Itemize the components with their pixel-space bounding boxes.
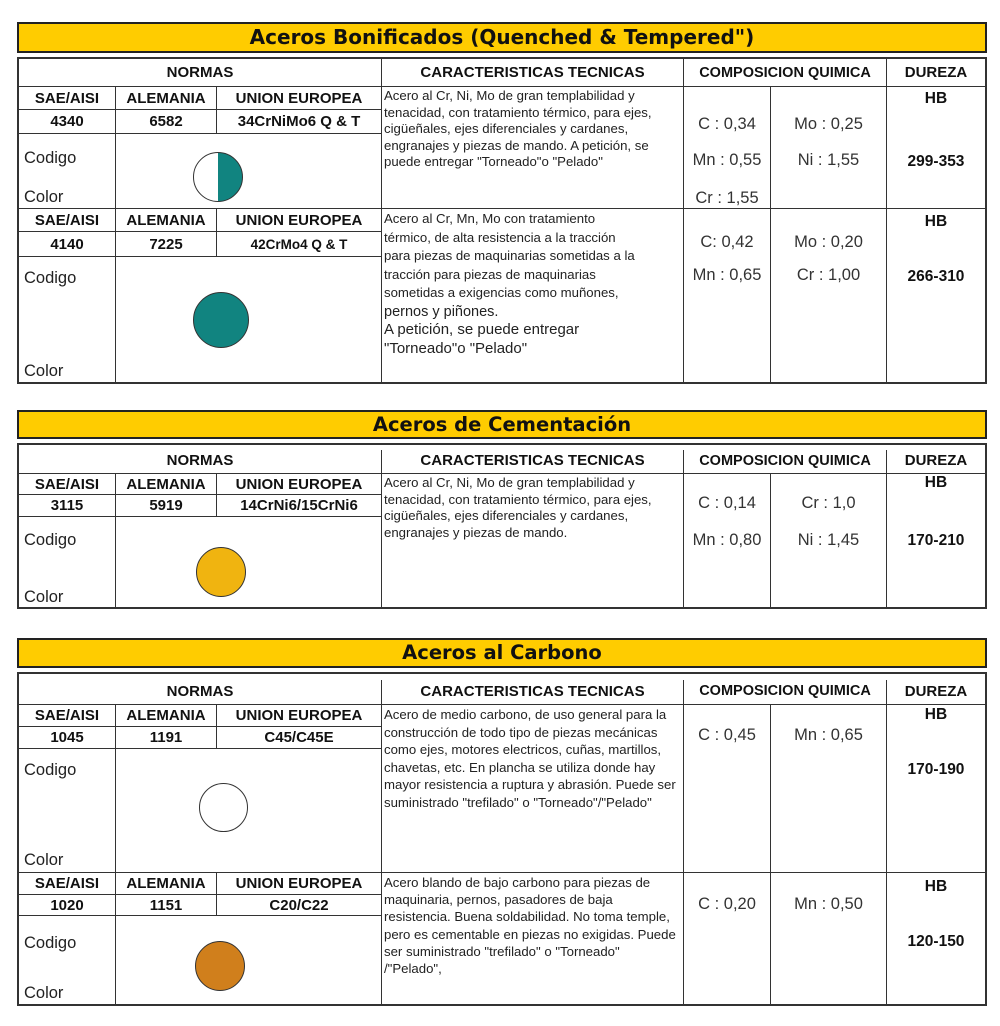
value-alemania: 1191 [116, 727, 217, 749]
hardness-cell [887, 87, 985, 209]
hardness-value: 170-210 [907, 532, 965, 549]
value-sae: 4140 [19, 232, 116, 257]
composition-col1 [684, 87, 771, 209]
section-title: Aceros de Cementación [17, 410, 987, 439]
color-swatch-white [199, 783, 248, 832]
description-line: sometidas a exigencias como muñones, [384, 285, 619, 300]
chem-value: C : 0,45 [698, 726, 756, 744]
color-label: Color [24, 588, 64, 606]
color-swatch-half-teal [193, 152, 243, 202]
label-sae: SAE/AISI [19, 873, 116, 895]
description-line: "Torneado"o "Pelado" [384, 339, 528, 357]
value-union: 14CrNi6/15CrNi6 [217, 495, 382, 517]
description: Acero al Cr, Ni, Mo de gran templabilidad y tenacidad, con tratamiento térmico, para ejes, cigüeñales, ejes diferenciales y cardanes, engranajes y piezas de mando. A petición, se puede entregar "Torneado"o "Pelado" [382, 87, 684, 209]
color-swatch-cell [116, 749, 382, 873]
description-line: térmico, de alta resistencia a la tracción [384, 229, 616, 245]
description: Acero al Cr, Ni, Mo de gran templabilidad y tenacidad, con tratamiento térmico, para ejes, cigüeñales, ejes diferenciales y cardanes, engranajes y piezas de mando. [382, 474, 684, 609]
label-alemania: ALEMANIA [116, 873, 217, 895]
header-dureza: DUREZA [887, 59, 985, 87]
color-swatch-orange [195, 941, 245, 991]
section-cementacion [17, 410, 987, 609]
steel-table [17, 57, 987, 384]
label-sae: SAE/AISI [19, 87, 116, 110]
label-union: UNION EUROPEA [217, 209, 382, 232]
composition-col2 [771, 209, 887, 384]
label-sae: SAE/AISI [19, 474, 116, 495]
codigo-label: Codigo [24, 269, 77, 287]
composition-col2 [771, 87, 887, 209]
color-swatch-teal [193, 292, 249, 348]
chem-value: C: 0,42 [700, 233, 754, 251]
section-title: Aceros al Carbono [17, 638, 987, 668]
code-label-cell [19, 257, 116, 384]
composition-col1 [684, 474, 771, 609]
label-union: UNION EUROPEA [217, 87, 382, 110]
chem-value: Mn : 0,55 [692, 151, 762, 169]
header-normas: NORMAS [19, 59, 382, 87]
header-dureza: DUREZA [887, 450, 985, 474]
color-swatch-cell [116, 257, 382, 384]
composition-col1 [684, 209, 771, 384]
color-swatch-cell [116, 916, 382, 1006]
value-union: C45/C45E [217, 727, 382, 749]
chem-value: C : 0,14 [698, 494, 756, 512]
header-caracteristicas: CARACTERISTICAS TECNICAS [382, 680, 684, 705]
chem-value: Mn : 0,80 [692, 531, 762, 549]
value-union: 42CrMo4 Q & T [217, 232, 382, 257]
chem-value: Mn : 0,65 [692, 266, 762, 284]
description: Acero blando de bajo carbono para piezas de maquinaria, pernos, pasadores de baja resistencia. Buena soldabilidad. No toma temple, pero es cementable en piezas no exigidas. Puede ser suministrado "trefilado" o "Torneado" /"Pelado", [382, 873, 684, 1006]
code-label-cell [19, 134, 116, 209]
label-sae: SAE/AISI [19, 209, 116, 232]
header-dureza: DUREZA [887, 680, 985, 705]
section-title: Aceros Bonificados (Quenched & Tempered") [17, 22, 987, 53]
description-line: tracción para piezas de maquinarias [384, 266, 596, 282]
codigo-label: Codigo [24, 934, 77, 952]
hardness-value: 120-150 [907, 933, 965, 950]
description-line: para piezas de maquinarias sometidas a la [384, 248, 635, 263]
hb-label: HB [924, 706, 948, 723]
description-line: Acero al Cr, Mn, Mo con tratamiento [384, 211, 596, 226]
chem-value: C : 0,20 [698, 895, 756, 913]
header-composicion: COMPOSICION QUIMICA [684, 59, 887, 87]
color-label: Color [24, 851, 64, 869]
codigo-label: Codigo [24, 761, 77, 779]
description: Acero de medio carbono, de uso general para la construcción de todo tipo de piezas mecánicas como ejes, motores electricos, cuñas, martillos, chavetas, etc. En plancha se utiliza donde hay mayor resistencia a ruptura y abrasión. Puede ser suministrado "trefilado" o "Torneado"/"Pelado" [382, 705, 684, 873]
color-swatch-amber [196, 547, 246, 597]
header-composicion: COMPOSICION QUIMICA [684, 680, 887, 705]
hb-label: HB [924, 878, 948, 895]
steel-table [17, 672, 987, 1006]
chem-value: Cr : 1,00 [796, 266, 861, 284]
value-sae: 1045 [19, 727, 116, 749]
hardness-cell [887, 474, 985, 609]
label-alemania: ALEMANIA [116, 705, 217, 727]
code-label-cell [19, 749, 116, 873]
codigo-label: Codigo [24, 531, 77, 549]
hb-label: HB [924, 90, 948, 107]
hardness-value: 170-190 [907, 761, 965, 778]
header-caracteristicas: CARACTERISTICAS TECNICAS [382, 450, 684, 474]
hardness-cell [887, 705, 985, 873]
hardness-cell [887, 209, 985, 384]
composition-col2 [771, 873, 887, 1006]
chem-value: Cr : 1,0 [801, 494, 856, 512]
label-union: UNION EUROPEA [217, 873, 382, 895]
section-carbono [17, 638, 987, 1006]
value-union: C20/C22 [217, 895, 382, 916]
value-sae: 4340 [19, 110, 116, 134]
label-alemania: ALEMANIA [116, 474, 217, 495]
chem-value: Mn : 0,65 [794, 726, 863, 744]
value-sae: 3115 [19, 495, 116, 517]
hb-label: HB [924, 474, 948, 491]
description-line: pernos y piñones. [384, 303, 499, 320]
composition-col2 [771, 474, 887, 609]
value-sae: 1020 [19, 895, 116, 916]
header-normas: NORMAS [19, 680, 382, 705]
header-normas: NORMAS [19, 450, 382, 474]
chem-value: C : 0,34 [698, 115, 756, 133]
header-composicion: COMPOSICION QUIMICA [684, 450, 887, 474]
label-alemania: ALEMANIA [116, 87, 217, 110]
chem-value: Cr : 1,55 [695, 189, 759, 207]
description [382, 209, 684, 384]
hb-label: HB [924, 213, 948, 230]
label-union: UNION EUROPEA [217, 474, 382, 495]
steel-table [17, 443, 987, 609]
chem-value: Mo : 0,25 [794, 115, 863, 133]
code-label-cell [19, 517, 116, 609]
value-alemania: 7225 [116, 232, 217, 257]
value-alemania: 6582 [116, 110, 217, 134]
label-union: UNION EUROPEA [217, 705, 382, 727]
chem-value: Ni : 1,55 [797, 151, 860, 169]
value-union: 34CrNiMo6 Q & T [217, 110, 382, 134]
label-alemania: ALEMANIA [116, 209, 217, 232]
color-swatch-cell [116, 517, 382, 609]
composition-col1 [684, 705, 771, 873]
hardness-value: 299-353 [907, 153, 965, 170]
color-swatch-cell [116, 134, 382, 209]
hardness-value: 266-310 [907, 268, 965, 285]
section-bonificados [17, 22, 987, 384]
chem-value: Mn : 0,50 [794, 895, 863, 913]
color-label: Color [24, 984, 64, 1002]
chem-value: Ni : 1,45 [797, 531, 860, 549]
label-sae: SAE/AISI [19, 705, 116, 727]
composition-col1 [684, 873, 771, 1006]
composition-col2 [771, 705, 887, 873]
hardness-cell [887, 873, 985, 1006]
code-label-cell [19, 916, 116, 1006]
codigo-label: Codigo [24, 149, 77, 167]
chem-value: Mo : 0,20 [794, 233, 863, 251]
value-alemania: 1151 [116, 895, 217, 916]
header-caracteristicas: CARACTERISTICAS TECNICAS [382, 59, 684, 87]
color-label: Color [24, 362, 64, 380]
description-line: A petición, se puede entregar [384, 321, 580, 338]
color-label: Color [24, 188, 64, 206]
value-alemania: 5919 [116, 495, 217, 517]
